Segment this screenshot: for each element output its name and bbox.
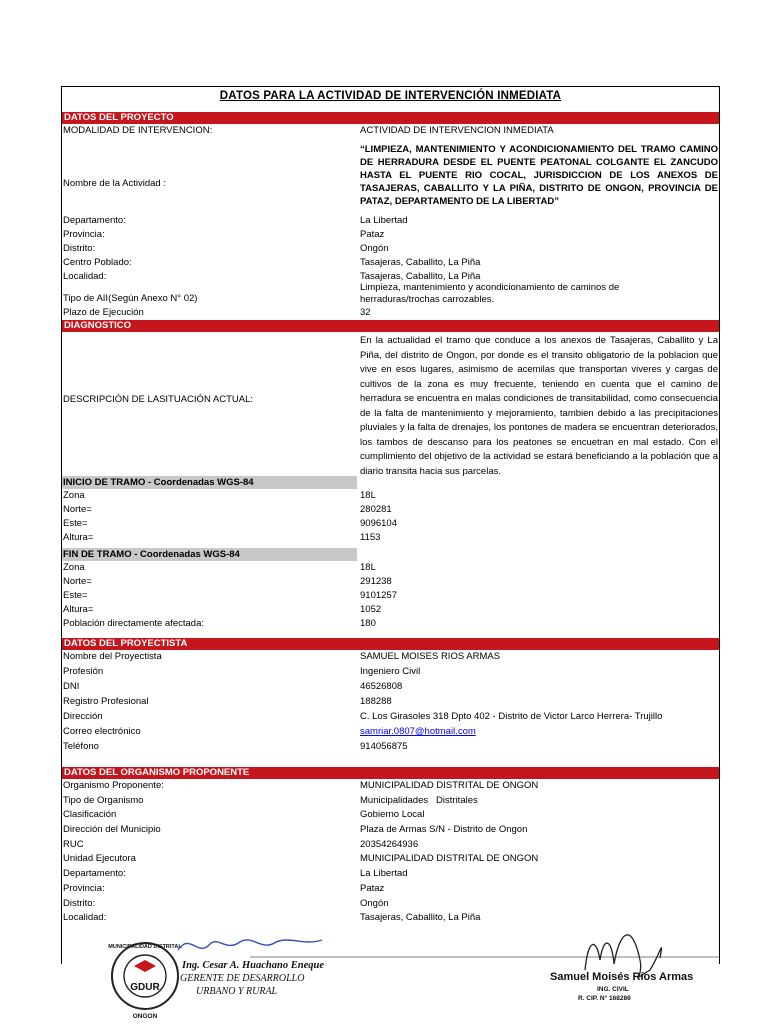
row-dni bbox=[62, 680, 719, 695]
field-value: Ongón bbox=[360, 243, 389, 254]
field-value: 914056875 bbox=[360, 741, 408, 752]
field-value: La Libertad bbox=[360, 868, 408, 880]
row-centro-poblado bbox=[62, 256, 719, 270]
signer-2-name: Samuel Moisés Ríos Armas bbox=[550, 971, 694, 983]
coord-row bbox=[62, 517, 719, 531]
field-label: Norte= bbox=[63, 576, 92, 587]
field-label: RUC bbox=[63, 838, 84, 850]
row-modalidad bbox=[62, 124, 719, 138]
org-row bbox=[62, 882, 719, 897]
row-correo bbox=[62, 725, 719, 740]
seal-bottom-text: ONGON bbox=[132, 1013, 158, 1020]
field-label: Provincia: bbox=[63, 882, 105, 894]
field-label: Centro Poblado: bbox=[63, 257, 132, 268]
coord-row bbox=[62, 575, 719, 589]
section-header-diagnostico: DIAGNOSTICO bbox=[62, 320, 719, 332]
email-link[interactable]: samriar.0807@hotmail.com bbox=[360, 726, 476, 737]
field-value: Ongón bbox=[360, 897, 389, 909]
field-label: Zona bbox=[63, 562, 85, 573]
field-label: Localidad: bbox=[63, 271, 107, 282]
field-value: 1153 bbox=[360, 532, 381, 543]
document-title: DATOS PARA LA ACTIVIDAD DE INTERVENCIÓN INMEDIATA bbox=[219, 90, 562, 102]
field-value: 9101257 bbox=[360, 590, 397, 601]
field-value: Limpieza, mantenimiento y acondicionamiento de caminos de herraduras/trochas carrozables. bbox=[360, 282, 620, 305]
field-value: ACTIVIDAD DE INTERVENCION INMEDIATA bbox=[360, 125, 554, 136]
field-label: Unidad Ejecutora bbox=[63, 853, 136, 865]
field-label: Registro Profesional bbox=[63, 696, 149, 707]
field-value: 32 bbox=[360, 307, 371, 318]
field-label: DESCRIPCIÓN DE LASITUACIÓN ACTUAL: bbox=[63, 394, 254, 405]
field-label: Organismo Proponente: bbox=[63, 780, 164, 791]
situation-description: En la actualidad el tramo que conduce a los anexos de Tasajeras, Caballito y La Piña, del distrito de Ongon, por donde es el transito obligatorio de la poblacion que vive en esos lugares, asimismo de acemilas que transportan viveres y cargas de cultivos de la zona es muy frecuente, teniendo en cuenta que el camino de herradura se encuentra en malas condiciones de transitabilidad, como consecuencia de la falta de mantenimiento y mejoramiento, tambien debido a las precipitaciones pluviales y la falta de drenajes, los pontones de madera se encuentran deteriorados, los tambos de descanso para los peatones se encuetran en mal estado. Con el cumplimiento del objetivo de la actividad se estará beneficiando a la población que a diario transita hacia sus parcelas. bbox=[360, 335, 718, 477]
field-label: Clasificación bbox=[63, 809, 117, 821]
field-label: Plazo de Ejecución bbox=[63, 307, 144, 318]
field-label: Localidad: bbox=[63, 912, 107, 924]
field-label: Profesión bbox=[63, 666, 104, 677]
signature-1-caption bbox=[180, 960, 324, 997]
row-descripcion bbox=[62, 332, 719, 476]
field-label: Departamento: bbox=[63, 868, 126, 880]
activity-name: “LIMPIEZA, MANTENIMIENTO Y ACONDICIONAMIENTO DEL TRAMO CAMINO DE HERRADURA DESDE EL PUENTE PEATONAL COLGANTE EL ZANCUDO HASTA EL PUENTE RIO COCAL, JURISDICCION DE LOS ANEXOS DE TASAJERAS, CABALLITO Y LA PIÑA, DISTRITO DE ONGON, PROVINCIA DE PATAZ, DEPARTAMENTO DE LA LIBERTAD” bbox=[360, 144, 718, 207]
field-label: Provincia: bbox=[63, 229, 105, 240]
field-label: Departamento: bbox=[63, 215, 126, 226]
org-row bbox=[62, 897, 719, 912]
field-value: 46526808 bbox=[360, 681, 403, 692]
org-row bbox=[62, 823, 719, 838]
row-poblacion-afectada bbox=[62, 617, 719, 631]
field-label: Población directamente afectada: bbox=[63, 618, 205, 629]
field-value: La Libertad bbox=[360, 215, 408, 226]
field-value: Tasajeras, Caballito, La Piña bbox=[360, 257, 481, 268]
org-row bbox=[62, 911, 719, 926]
row-distrito bbox=[62, 242, 719, 256]
org-row bbox=[62, 808, 719, 823]
field-value: 18L bbox=[360, 490, 376, 501]
field-value: 280281 bbox=[360, 504, 392, 515]
coord-row bbox=[62, 489, 719, 503]
field-label: Correo electrónico bbox=[63, 726, 141, 737]
field-label: Nombre del Proyectista bbox=[63, 651, 162, 662]
field-label: Nombre de la Actividad : bbox=[63, 178, 166, 189]
field-value: Ingeniero Civil bbox=[360, 666, 421, 677]
form-sheet bbox=[61, 86, 720, 964]
coord-row bbox=[62, 503, 719, 517]
field-label: Tipo de AII(Según Anexo N° 02) bbox=[63, 293, 198, 304]
seal-ring-text: MUNICIPALIDAD DISTRITAL bbox=[108, 944, 182, 950]
field-label: Dirección bbox=[63, 711, 103, 722]
field-label: MODALIDAD DE INTERVENCION: bbox=[63, 125, 213, 136]
field-value: Gobierno Local bbox=[360, 809, 425, 821]
subheader-inicio-tramo: INICIO DE TRAMO - Coordenadas WGS-84 bbox=[62, 476, 357, 489]
coord-row bbox=[62, 603, 719, 617]
field-label: Dirección del Municipio bbox=[63, 824, 161, 836]
signature-area bbox=[0, 930, 768, 1024]
field-value: SAMUEL MOISES RIOS ARMAS bbox=[360, 651, 501, 662]
org-row bbox=[62, 779, 719, 794]
row-direccion bbox=[62, 710, 719, 725]
section-header-organismo: DATOS DEL ORGANISMO PROPONENTE bbox=[62, 767, 719, 779]
field-value: Municipalidades Distritales bbox=[360, 794, 478, 806]
field-value: 291238 bbox=[360, 576, 392, 587]
section-header-proyecto: DATOS DEL PROYECTO bbox=[62, 112, 719, 124]
field-label: Este= bbox=[63, 518, 88, 529]
field-value: 18L bbox=[360, 562, 376, 573]
signer-1-area: URBANO Y RURAL bbox=[196, 986, 278, 997]
field-value: MUNICIPALIDAD DISTRITAL DE ONGON bbox=[360, 853, 539, 865]
field-label: Altura= bbox=[63, 532, 94, 543]
org-row bbox=[62, 794, 719, 809]
row-registro bbox=[62, 695, 719, 710]
field-label: Tipo de Organismo bbox=[63, 794, 144, 806]
municipal-seal bbox=[108, 943, 182, 1020]
subheader-fin-tramo: FIN DE TRAMO - Coordenadas WGS-84 bbox=[62, 548, 357, 561]
field-label: Distrito: bbox=[63, 243, 96, 254]
field-value: C. Los Girasoles 318 Dpto 402 - Distrito de Victor Larco Herrera- Trujillo bbox=[360, 711, 663, 722]
row-nombre-actividad bbox=[62, 138, 719, 214]
row-telefono bbox=[62, 740, 719, 755]
field-label: Teléfono bbox=[63, 741, 99, 752]
field-label: DNI bbox=[63, 681, 80, 692]
signer-2-cip: R. CIP. N° 168286 bbox=[578, 995, 631, 1002]
row-nombre-proyectista bbox=[62, 650, 719, 665]
field-value: Pataz bbox=[360, 882, 385, 894]
shield-emblem-icon bbox=[134, 960, 156, 972]
field-value: 1052 bbox=[360, 604, 382, 615]
seal-center-text: GDUR bbox=[130, 982, 160, 993]
section-header-proyectista: DATOS DEL PROYECTISTA bbox=[62, 638, 719, 650]
field-value: Pataz bbox=[360, 229, 385, 240]
coord-row bbox=[62, 531, 719, 548]
field-value bbox=[360, 726, 718, 737]
row-plazo bbox=[62, 306, 719, 320]
signer-1-name: Ing. Cesar A. Huachano Eneque bbox=[182, 960, 324, 971]
field-value: Plaza de Armas S/N - Distrito de Ongon bbox=[360, 824, 528, 836]
field-value: Tasajeras, Caballito, La Piña bbox=[360, 912, 481, 924]
field-value: 20354264936 bbox=[360, 838, 419, 850]
row-provincia bbox=[62, 228, 719, 242]
signer-1-role: GERENTE DE DESARROLLO bbox=[180, 973, 305, 984]
signature-2-caption bbox=[550, 971, 693, 1002]
org-row bbox=[62, 867, 719, 882]
field-label: Este= bbox=[63, 590, 88, 601]
field-label: Distrito: bbox=[63, 897, 96, 909]
coord-row bbox=[62, 561, 719, 575]
field-value: 180 bbox=[360, 618, 376, 629]
field-label: Zona bbox=[63, 490, 85, 501]
row-tipo-aii bbox=[62, 284, 719, 306]
row-departamento bbox=[62, 214, 719, 228]
field-value: MUNICIPALIDAD DISTRITAL DE ONGON bbox=[360, 780, 539, 791]
field-label: Norte= bbox=[63, 504, 92, 515]
coord-row bbox=[62, 589, 719, 603]
field-label: Altura= bbox=[63, 604, 94, 615]
field-value: 188288 bbox=[360, 696, 392, 707]
org-row bbox=[62, 838, 719, 853]
field-value: Tasajeras, Caballito, La Piña bbox=[360, 271, 481, 282]
row-profesion bbox=[62, 665, 719, 680]
signer-2-title: ING. CIVIL bbox=[597, 986, 629, 993]
field-value: 9096104 bbox=[360, 518, 397, 529]
signature-1-stroke bbox=[178, 940, 322, 950]
org-row bbox=[62, 852, 719, 867]
